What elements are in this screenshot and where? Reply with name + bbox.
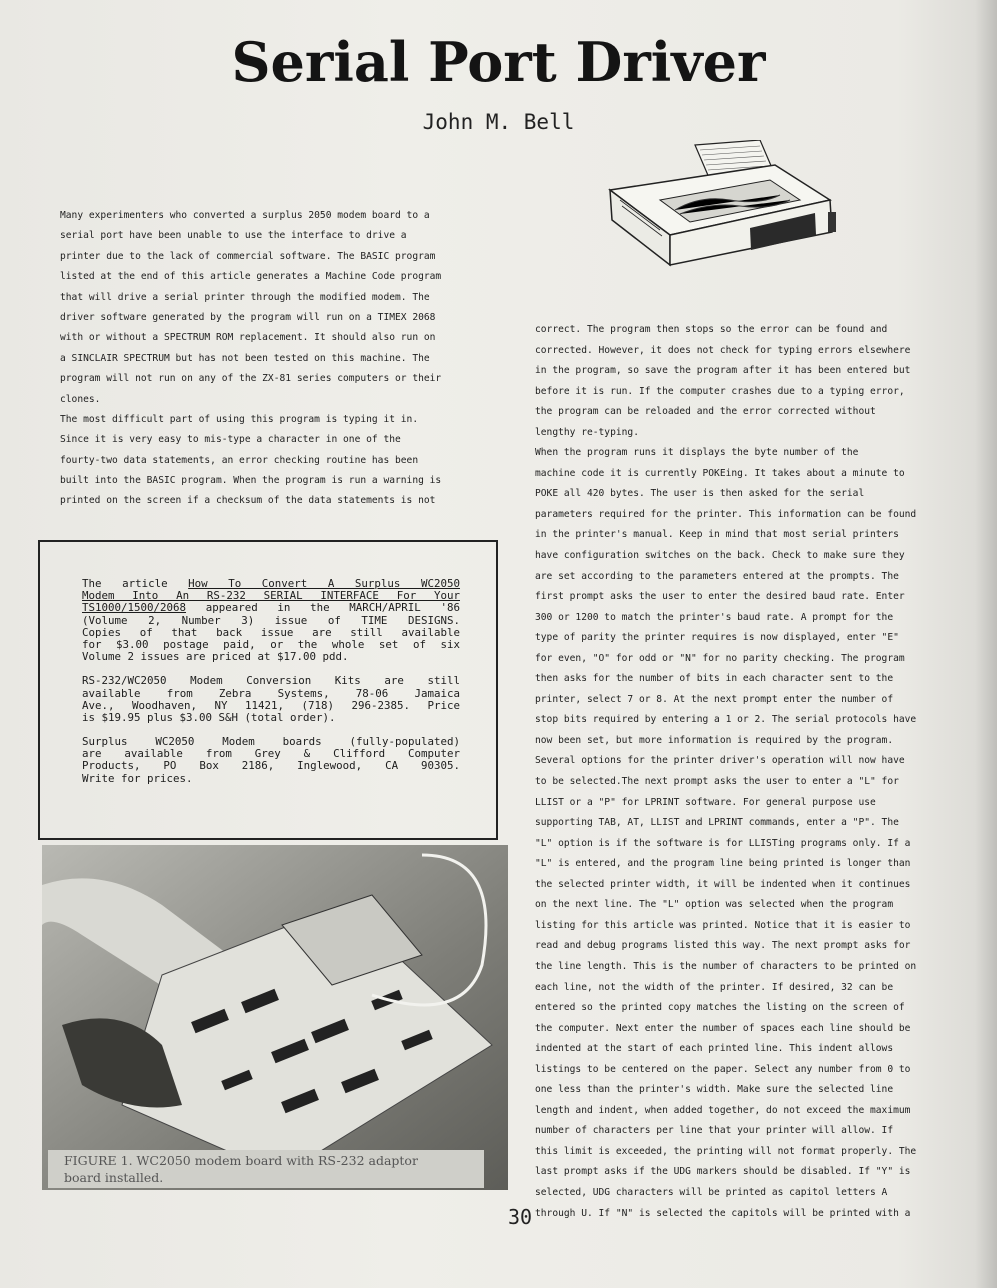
text-line: the line length. This is the number of characters to be printed on bbox=[535, 960, 917, 972]
sidebar-line: Volume 2 issues are priced at $17.00 pdd. bbox=[82, 650, 349, 664]
sidebar-text-span: appeared in the MARCH/APRIL '86 bbox=[186, 601, 460, 615]
sidebar-line bbox=[82, 602, 460, 614]
text-line: serial port have been unable to use the interface to drive a bbox=[60, 230, 407, 242]
text-line: POKE all 420 bytes. The user is then asked for the serial bbox=[535, 488, 865, 500]
circuit-board-illustration bbox=[42, 845, 508, 1190]
page-edge-shadow bbox=[975, 0, 997, 1288]
text-line: this limit is exceeded, the printing will not format properly. The bbox=[535, 1145, 917, 1157]
text-line: number of characters per line that your printer will allow. If bbox=[535, 1125, 894, 1137]
text-line: the program can be reloaded and the error corrected without bbox=[535, 406, 876, 418]
sidebar-line: Ave., Woodhaven, NY 11421, (718) 296-2385. Price bbox=[82, 698, 460, 712]
sidebar-line: available from Zebra Systems, 78-06 Jamaica bbox=[82, 686, 460, 700]
text-line: clones. bbox=[60, 393, 101, 405]
sidebar-line: are available from Grey & Clifford Computer bbox=[82, 747, 460, 761]
text-line: correct. The program then stops so the error can be found and bbox=[535, 324, 888, 335]
sidebar-paragraph bbox=[82, 675, 460, 724]
sidebar-line: Copies of that back issue are still available bbox=[82, 625, 460, 639]
sidebar-line: is $19.95 plus $3.00 S&H (total order). bbox=[82, 710, 336, 724]
text-line: supporting TAB, AT, LLIST and LPRINT commands, enter a "P". The bbox=[535, 817, 899, 829]
figure-caption bbox=[48, 1150, 484, 1188]
text-line: on the next line. The "L" option was selected when the program bbox=[535, 899, 894, 911]
sidebar-line: Products, PO Box 2186, Inglewood, CA 90305. bbox=[82, 759, 460, 773]
sidebar-paragraph bbox=[82, 736, 460, 785]
text-line: "L" is entered, and the program line being printed is longer than bbox=[535, 858, 911, 870]
article-title: Serial Port Driver bbox=[231, 30, 766, 94]
text-line: printer, select 7 or 8. At the next prompt enter the number of bbox=[535, 693, 894, 705]
text-line: that will drive a serial printer through the modified modem. The bbox=[60, 291, 430, 303]
text-line: entered so the printed copy matches the listing on the screen of bbox=[535, 1002, 905, 1014]
text-line: stop bits required by entering a 1 or 2. The serial protocols have bbox=[535, 714, 917, 726]
text-line: listing for this article was printed. Notice that it is easier to bbox=[535, 919, 911, 931]
text-line: read and debug programs listed this way. The next prompt asks for bbox=[535, 940, 911, 952]
article-reference-link: Modem Into An RS-232 SERIAL INTERFACE For Your bbox=[82, 589, 460, 603]
text-line: before it is run. If the computer crashes due to a typing error, bbox=[535, 385, 905, 397]
article-reference-link: TS1000/1500/2068 bbox=[82, 601, 187, 615]
sidebar-text bbox=[82, 578, 460, 797]
article-reference-link: How To Convert A Surplus WC2050 bbox=[188, 577, 460, 590]
left-text-column bbox=[60, 206, 441, 512]
text-line: LLIST or a "P" for LPRINT software. For general purpose use bbox=[535, 796, 876, 808]
text-line: then asks for the number of bits in each character sent to the bbox=[535, 673, 894, 685]
text-line: Many experimenters who converted a surplus 2050 modem board to a bbox=[60, 210, 430, 221]
text-line: each line, not the width of the printer. If desired, 32 can be bbox=[535, 981, 894, 993]
right-text-column bbox=[535, 320, 916, 1224]
sidebar-paragraph bbox=[82, 578, 460, 663]
sidebar-line: RS-232/WC2050 Modem Conversion Kits are still bbox=[82, 674, 460, 688]
text-line: machine code it is currently POKEing. It takes about a minute to bbox=[535, 467, 905, 479]
printer-illustration bbox=[600, 140, 850, 290]
text-line: corrected. However, it does not check for typing errors elsewhere bbox=[535, 344, 911, 356]
text-line: driver software generated by the program will run on a TIMEX 2068 bbox=[60, 311, 436, 323]
text-line: length and indent, when added together, do not exceed the maximum bbox=[535, 1104, 911, 1116]
page-number: 30 bbox=[507, 1205, 533, 1229]
text-line: printer due to the lack of commercial software. The BASIC program bbox=[60, 250, 436, 262]
text-line: The most difficult part of using this program is typing it in. bbox=[60, 413, 419, 425]
caption-line: board installed. bbox=[64, 1170, 164, 1185]
modem-board-photo bbox=[42, 845, 508, 1190]
sidebar-line: Write for prices. bbox=[82, 771, 193, 785]
text-line: lengthy re-typing. bbox=[535, 426, 639, 438]
text-line: When the program runs it displays the byte number of the bbox=[535, 447, 859, 459]
text-line: printed on the screen if a checksum of the data statements is not bbox=[60, 495, 436, 507]
text-line: first prompt asks the user to enter the desired baud rate. Enter bbox=[535, 591, 905, 603]
author-byline: John M. Bell bbox=[422, 110, 575, 134]
sidebar-line: for $3.00 postage paid, or the whole set of six bbox=[82, 637, 460, 651]
text-line: 300 or 1200 to match the printer's baud rate. A prompt for the bbox=[535, 611, 894, 623]
text-line: in the program, so save the program after it has been entered but bbox=[535, 365, 911, 377]
text-line: listings to be centered on the paper. Select any number from 0 to bbox=[535, 1063, 911, 1075]
text-line: for even, "O" for odd or "N" for no parity checking. The program bbox=[535, 652, 905, 664]
text-line: through U. If "N" is selected the capitols will be printed with a bbox=[535, 1207, 911, 1219]
text-line: Several options for the printer driver's operation will now have bbox=[535, 755, 905, 767]
sidebar-line: (Volume 2, Number 3) issue of TIME DESIGNS. bbox=[82, 613, 460, 627]
text-line: are set according to the parameters entered at the prompts. The bbox=[535, 570, 899, 582]
text-line: have configuration switches on the back. Check to make sure they bbox=[535, 550, 905, 562]
caption-line: FIGURE 1. WC2050 modem board with RS-232 adaptor bbox=[64, 1153, 418, 1168]
text-line: the computer. Next enter the number of spaces each line should be bbox=[535, 1022, 911, 1034]
text-line: "L" option is if the software is for LLISTing programs only. If a bbox=[535, 837, 911, 849]
text-line: with or without a SPECTRUM ROM replacement. It should also run on bbox=[60, 332, 436, 344]
text-line: to be selected.The next prompt asks the user to enter a "L" for bbox=[535, 776, 899, 788]
text-line: now been set, but more information is required by the program. bbox=[535, 734, 894, 746]
text-line: last prompt asks if the UDG markers should be disabled. If "Y" is bbox=[535, 1166, 911, 1178]
sidebar-line: Surplus WC2050 Modem boards (fully-populated) bbox=[82, 735, 460, 749]
sidebar-box bbox=[38, 540, 498, 840]
text-line: type of parity the printer requires is now displayed, enter "E" bbox=[535, 632, 899, 644]
text-line: program will not run on any of the ZX-81 series computers or their bbox=[60, 373, 442, 385]
text-line: built into the BASIC program. When the program is run a warning is bbox=[60, 475, 442, 487]
text-line: listed at the end of this article generates a Machine Code program bbox=[60, 271, 442, 283]
text-line: indented at the start of each printed line. This indent allows bbox=[535, 1043, 894, 1055]
text-line: a SINCLAIR SPECTRUM but has not been tested on this machine. The bbox=[60, 352, 430, 364]
text-line: fourty-two data statements, an error checking routine has been bbox=[60, 454, 419, 466]
sidebar-text-span: The article bbox=[82, 577, 189, 590]
text-line: in the printer's manual. Keep in mind that most serial printers bbox=[535, 529, 899, 541]
text-line: selected, UDG characters will be printed as capitol letters A bbox=[535, 1186, 888, 1198]
text-line: one less than the printer's width. Make sure the selected line bbox=[535, 1084, 894, 1096]
text-line: parameters required for the printer. This information can be found bbox=[535, 508, 917, 520]
text-line: the selected printer width, it will be indented when it continues bbox=[535, 878, 911, 890]
text-line: Since it is very easy to mis-type a character in one of the bbox=[60, 434, 401, 446]
